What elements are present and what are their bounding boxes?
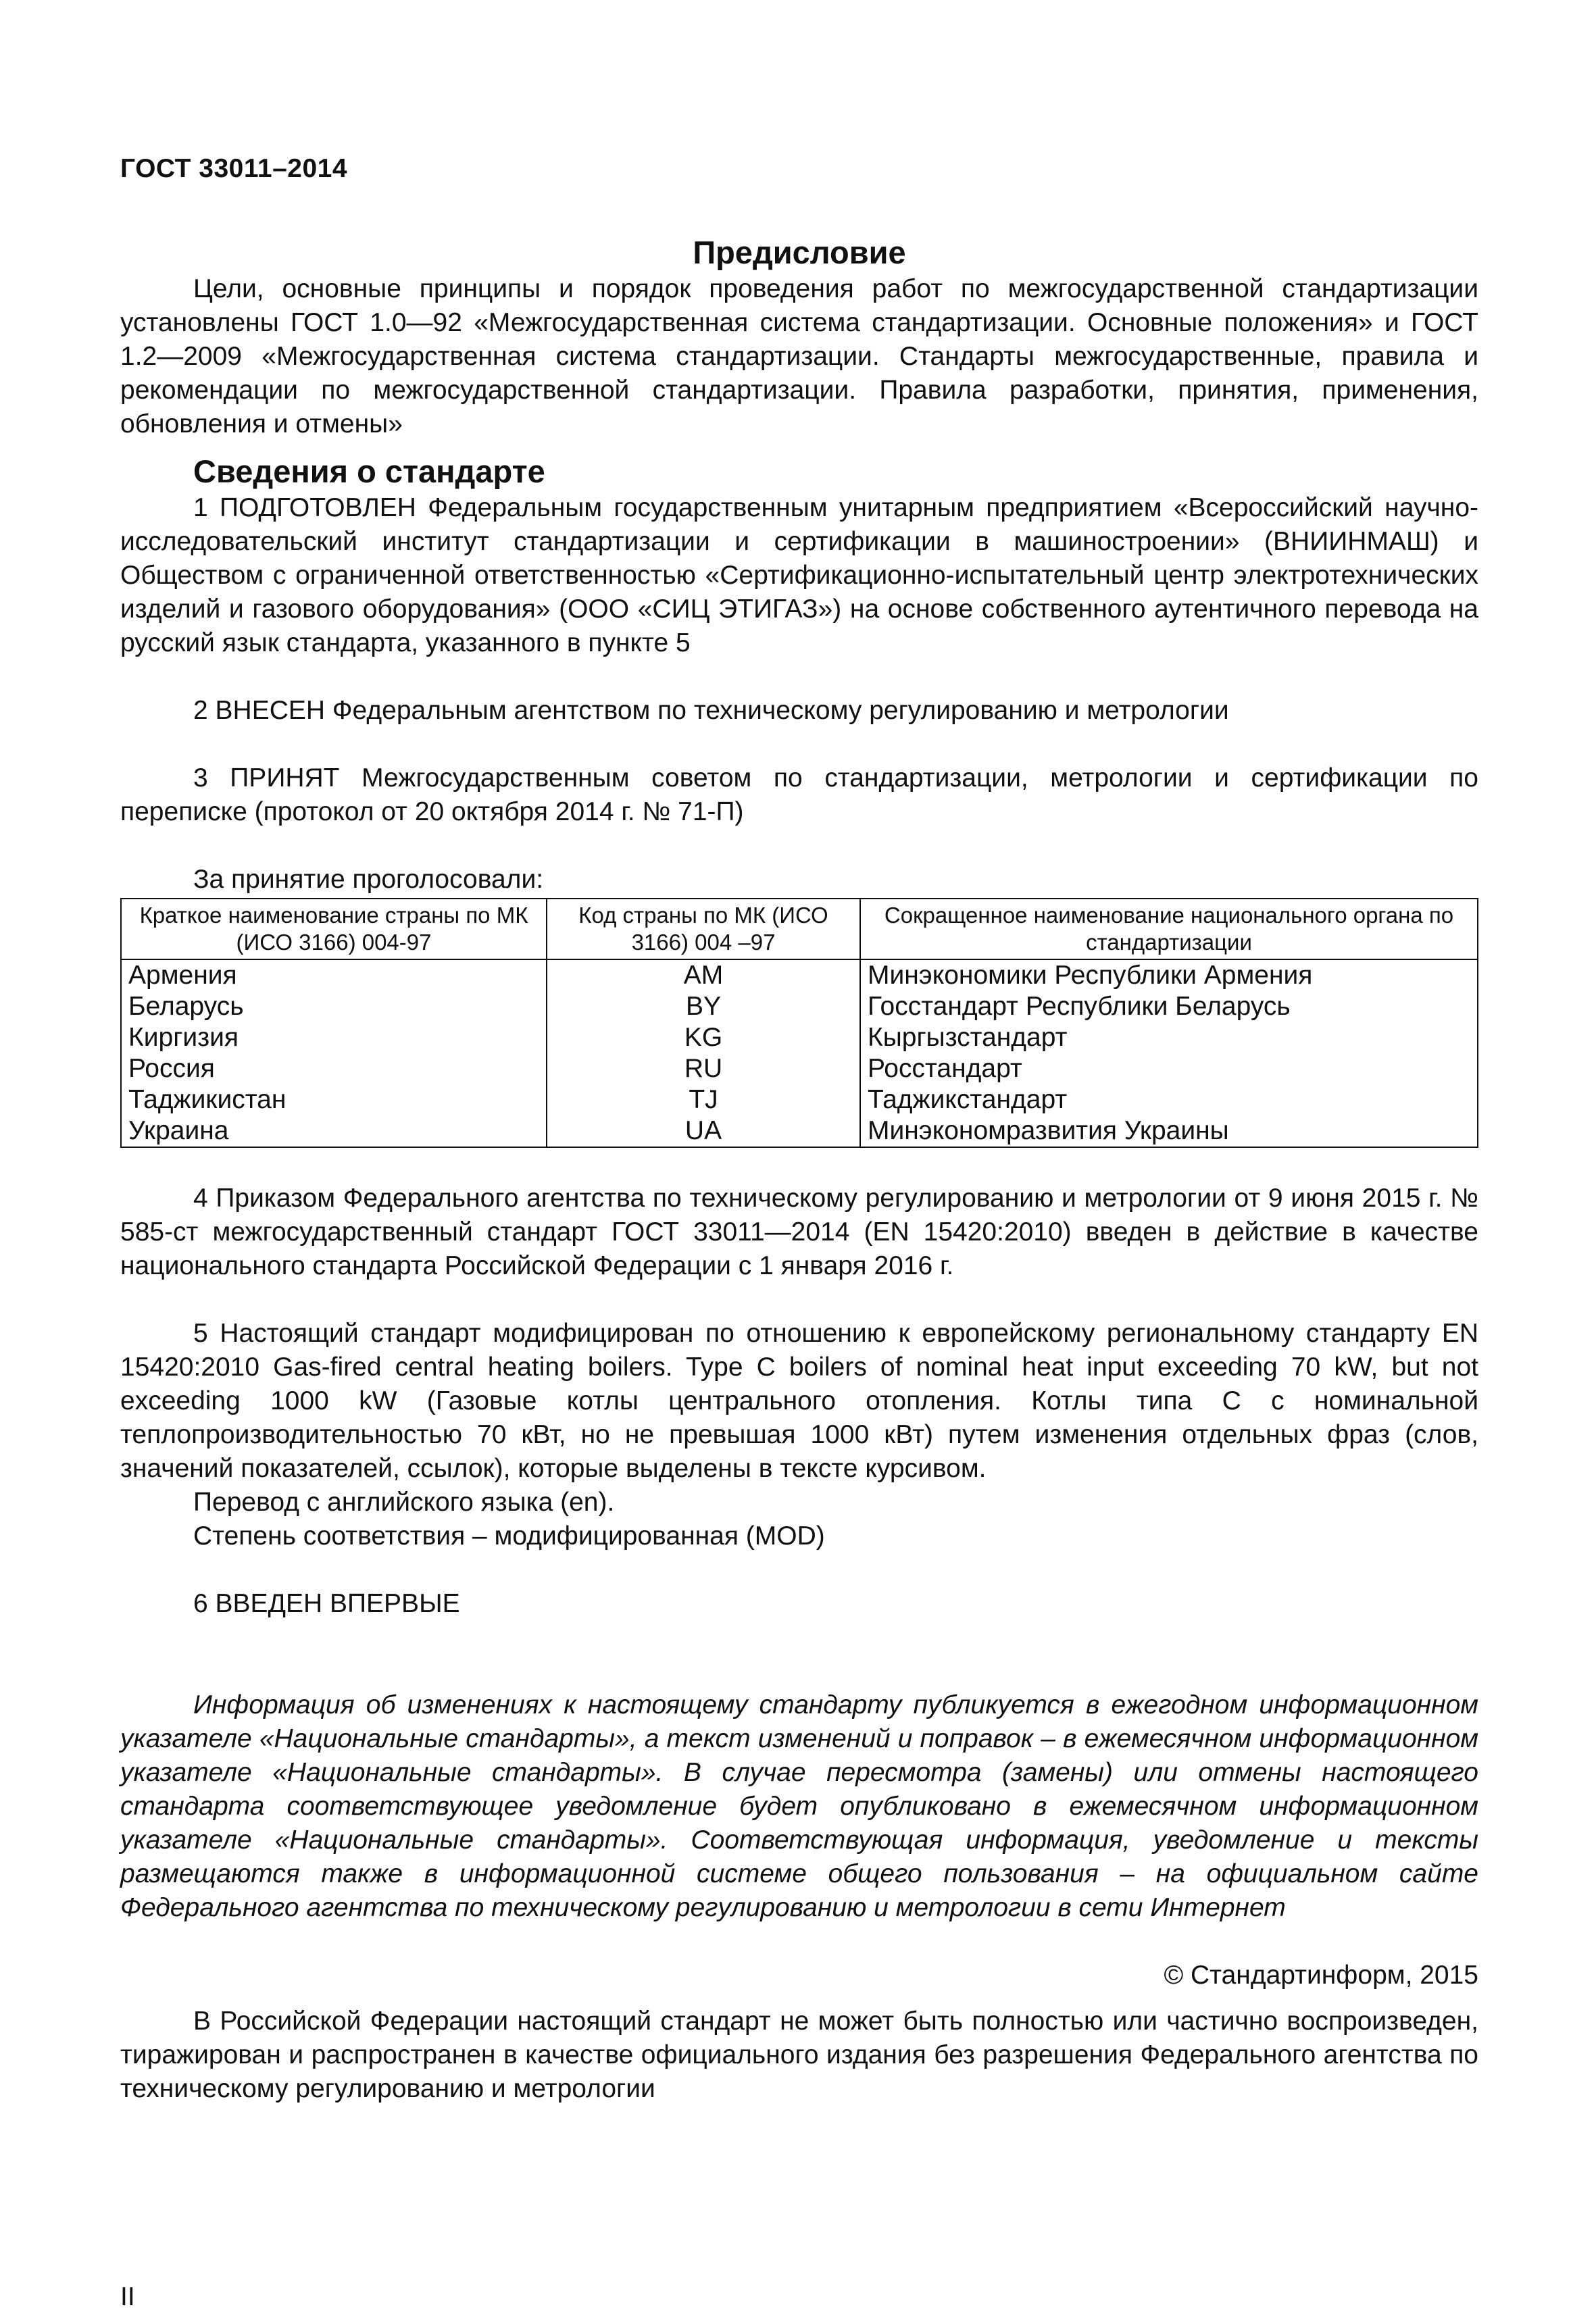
country-code-cell: UA xyxy=(547,1115,860,1147)
authority-cell: Кыргызстандарт xyxy=(860,1022,1478,1053)
country-cell: Киргизия xyxy=(121,1022,547,1053)
table-row xyxy=(121,1084,1478,1115)
conformity-note: Степень соответствия – модифицированная (MOD) xyxy=(193,1521,825,1551)
country-cell: Армения xyxy=(121,959,547,991)
country-code-cell: BY xyxy=(547,991,860,1022)
table-row xyxy=(121,991,1478,1022)
translation-note: Перевод с английского языка (en). xyxy=(193,1488,615,1517)
foreword-title: Предисловие xyxy=(693,234,906,270)
country-code-cell: RU xyxy=(547,1053,860,1084)
country-code-cell: TJ xyxy=(547,1084,860,1115)
country-cell: Россия xyxy=(121,1053,547,1084)
about-item-6: 6 ВВЕДЕН ВПЕРВЫЕ xyxy=(193,1589,460,1618)
about-item-1: 1 ПОДГОТОВЛЕН Федеральным государственным унитарным предприятием «Всероссийский научно-исследовательский институт стандартизации и сертификации в машиностроении» (ВНИИНМАШ) и Обществом с ограниченной ответственностью «Сертификационно-испытательный центр электротехнических изделий и газового оборудования» (ООО «СИЦ ЭТИГАЗ») на основе собственного аутентичного перевода на русский язык стандарта, указанного в пункте 5 xyxy=(120,493,1478,657)
country-cell: Беларусь xyxy=(121,991,547,1022)
table-row xyxy=(121,1053,1478,1084)
authority-cell: Минэкономики Республики Армения xyxy=(860,959,1478,991)
authority-cell: Таджикстандарт xyxy=(860,1084,1478,1115)
foreword-text: Цели, основные принципы и порядок проведения работ по межгосударственной стандартизации установлены ГОСТ 1.0—92 «Межгосударственная система стандартизации. Основные положения» и ГОСТ 1.2—2009 «Межгосударственная система стандартизации. Стандарты межгосударственные, правила и рекомендации по межгосударственной стандартизации. Правила разработки, принятия, применения, обновления и отмены» xyxy=(120,274,1478,438)
standard-code: ГОСТ 33011–2014 xyxy=(120,154,348,183)
country-cell: Украина xyxy=(121,1115,547,1147)
about-item-5: 5 Настоящий стандарт модифицирован по отношению к европейскому региональному стандарту EN 15420:2010 Gas-fired central heating boilers. Type C boilers of nominal heat input exceeding 70 kW, but not exceeding 1000 kW (Газовые котлы центрального отопления. Котлы типа C с номинальной теплопроизводительностью 70 кВт, но не превышая 1000 кВт) путем изменения отдельных фраз (слов, значений показателей, ссылок), которые выделены в тексте курсивом. xyxy=(120,1319,1478,1483)
copyright-line: © Стандартинформ, 2015 xyxy=(1164,1961,1478,1990)
vote-table xyxy=(120,898,1478,1148)
table-header-country: Краткое наименование страны по МК (ИСО 3166) 004-97 xyxy=(121,899,547,959)
table-row xyxy=(121,959,1478,991)
table-header-row xyxy=(121,899,1478,959)
change-notice: Информация об изменениях к настоящему стандарту публикуется в ежегодном информационном указателе «Национальные стандарты», а текст изменений и поправок – в ежемесячном информационном указателе «Национальные стандарты». В случае пересмотра (замены) или отмены настоящего стандарта соответствующее уведомление будет опубликовано в ежемесячном информационном указателе «Национальные стандарты». Соответствующая информация, уведомление и тексты размещаются также в информационной системе общего пользования – на официальном сайте Федерального агентства по техническому регулированию и метрологии в сети Интернет xyxy=(120,1690,1478,1922)
table-header-code: Код страны по МК (ИСО 3166) 004 –97 xyxy=(547,899,860,959)
authority-cell: Минэкономразвития Украины xyxy=(860,1115,1478,1147)
reproduction-restriction: В Российской Федерации настоящий стандарт не может быть полностью или частично воспроизведен, тиражирован и распространен в качестве официального издания без разрешения Федерального агентства по техническому регулированию и метрологии xyxy=(120,2007,1478,2103)
country-cell: Таджикистан xyxy=(121,1084,547,1115)
authority-cell: Росстандарт xyxy=(860,1053,1478,1084)
table-header-authority: Сокращенное наименование национального органа по стандартизации xyxy=(860,899,1478,959)
country-code-cell: KG xyxy=(547,1022,860,1053)
vote-caption: За принятие проголосовали: xyxy=(193,865,544,894)
about-item-3: 3 ПРИНЯТ Межгосударственным советом по стандартизации, метрологии и сертификации по переписке (протокол от 20 октября 2014 г. № 71-П) xyxy=(120,763,1478,826)
about-item-4: 4 Приказом Федерального агентства по техническому регулированию и метрологии от 9 июня 2015 г. № 585-ст межгосударственный стандарт ГОСТ 33011—2014 (EN 15420:2010) введен в действие в качестве национального стандарта Российской Федерации с 1 января 2016 г. xyxy=(120,1184,1478,1280)
page-content xyxy=(120,233,1478,2106)
table-row xyxy=(121,1115,1478,1147)
about-item-2: 2 ВНЕСЕН Федеральным агентством по техническому регулированию и метрологии xyxy=(193,696,1229,725)
page-number: II xyxy=(120,2282,135,2311)
table-row xyxy=(121,1022,1478,1053)
country-code-cell: AM xyxy=(547,959,860,991)
authority-cell: Госстандарт Республики Беларусь xyxy=(860,991,1478,1022)
about-standard-title: Сведения о стандарте xyxy=(193,453,545,489)
